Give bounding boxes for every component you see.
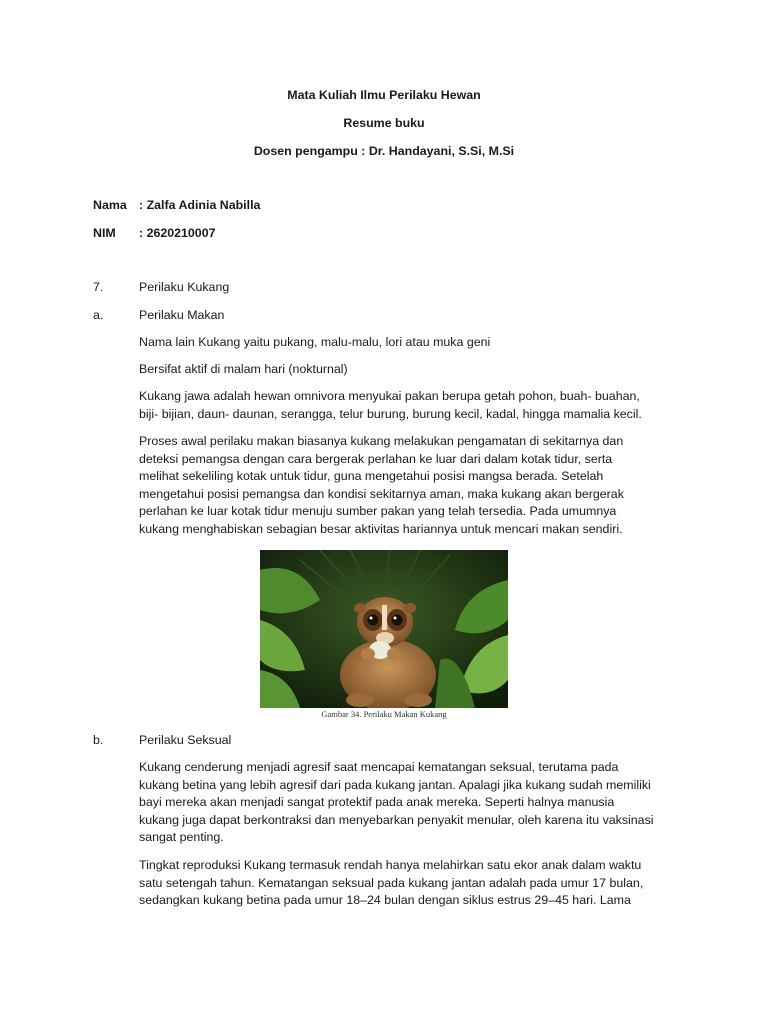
- paragraph-line: deteksi pemangsa dengan cara bergerak perlahan ke luar dari dalam kotak tidur, serta: [139, 451, 613, 466]
- paragraph-line: Kukang cenderung menjadi agresif saat mencapai kematangan seksual, terutama pada: [139, 760, 619, 774]
- paragraph-line: kukang menghabiskan sebagian besar aktivitas hariannya untuk mencari makan sendiri.: [139, 521, 623, 536]
- paragraph-line: bayi mereka akan menjadi sangat protektif pada anak mereka. Seperti halnya manusia: [139, 795, 615, 810]
- name-value: : Zalfa Adinia Nabilla: [139, 198, 261, 212]
- paragraph-line: kukang betina yang lebih agresif dari pada kukang jantan. Apalagi jika kukang sudah memiliki: [139, 777, 651, 792]
- paragraph-line: biji- bijian, daun- daunan, serangga, telur burung, burung kecil, kadal, hingga mamalia kecil.: [139, 406, 642, 421]
- section-number: 7.: [93, 280, 104, 294]
- name-label: Nama: [93, 198, 127, 212]
- document-subtitle: Resume buku: [343, 116, 425, 130]
- document-title: Mata Kuliah Ilmu Perilaku Hewan: [287, 88, 481, 102]
- section-title: Perilaku Kukang: [139, 280, 230, 294]
- paragraph-line: sangat penting.: [139, 830, 224, 845]
- paragraph-b2: [139, 857, 679, 910]
- nim-label: NIM: [93, 226, 116, 240]
- lecturer-line: Dosen pengampu : Dr. Handayani, S.Si, M.Si: [253, 144, 515, 158]
- paragraph-line: kukang juga dapat berkontraksi dan menyebarkan penyakit menular, oleh karena itu vaksinasi: [139, 812, 654, 827]
- nim-value: : 2620210007: [139, 226, 216, 240]
- paragraph-line: Tingkat reproduksi Kukang termasuk rendah hanya melahirkan satu ekor anak dalam waktu: [139, 858, 642, 872]
- subsection-b-marker: b.: [93, 733, 104, 747]
- paragraph-a4: [139, 433, 679, 539]
- paragraph-a1: Nama lain Kukang yaitu pukang, malu-malu, lori atau muka geni: [139, 335, 491, 349]
- paragraph-line: melihat sekeliling kotak untuk tidur, guna mengetahui posisi mangsa berada. Setelah: [139, 469, 604, 484]
- paragraph-a3: [139, 388, 679, 423]
- subsection-b-title: Perilaku Seksual: [139, 733, 232, 747]
- slow-loris-photo: [260, 550, 508, 708]
- paragraph-b1: [139, 759, 679, 847]
- paragraph-a2: Bersifat aktif di malam hari (nokturnal): [139, 362, 348, 376]
- paragraph-line: sedangkan kukang betina pada umur 18–24 bulan dengan siklus estrus 29–45 hari. Lama: [139, 893, 631, 908]
- figure-caption: Gambar 34. Perilaku Makan Kukang: [321, 709, 447, 719]
- paragraph-line: Proses awal perilaku makan biasanya kukang melakukan pengamatan di sekitarnya dan: [139, 434, 624, 448]
- paragraph-line: perlahan ke luar kotak tidur menuju sumber pakan yang telah tersedia. Pada umumnya: [139, 504, 617, 519]
- subsection-a-title: Perilaku Makan: [139, 308, 225, 322]
- paragraph-line: Kukang jawa adalah hewan omnivora menyukai pakan berupa getah pohon, buah- buahan,: [139, 389, 640, 403]
- paragraph-line: mengetahui posisi pemangsa dan kondisi sekitarnya aman, maka kukang akan bergerak: [139, 486, 624, 501]
- paragraph-line: satu setengah tahun. Kematangan seksual pada kukang jantan adalah pada umur 17 bulan,: [139, 875, 644, 890]
- subsection-a-marker: a.: [93, 308, 104, 322]
